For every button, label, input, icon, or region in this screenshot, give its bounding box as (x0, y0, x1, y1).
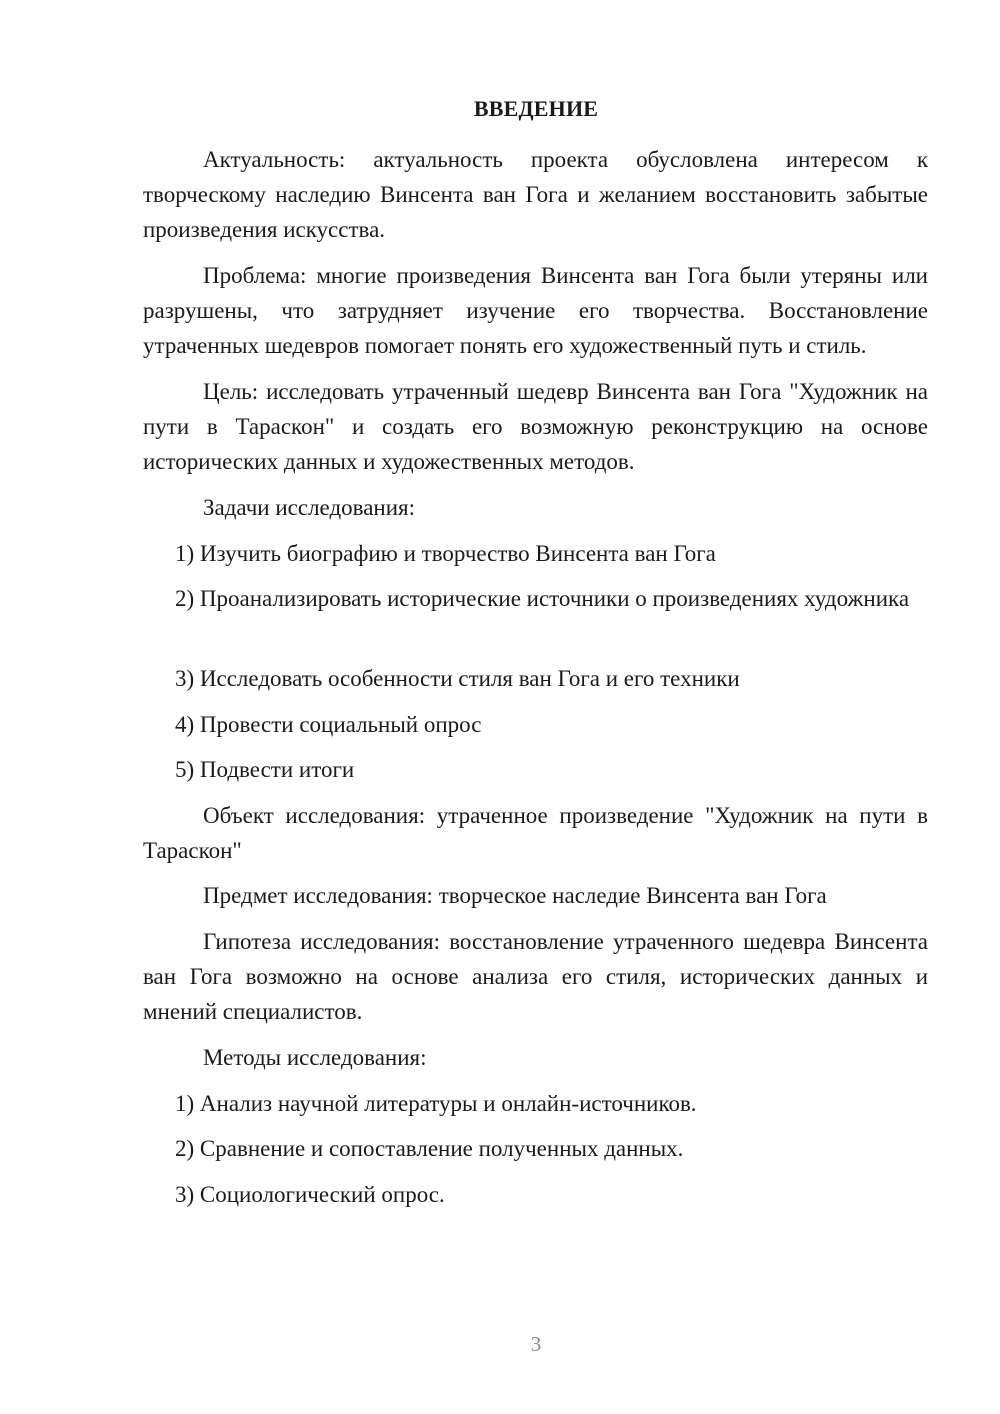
problem-paragraph: Проблема: многие произведения Винсента ван Гога были утеряны или разрушены, что затрудняет изучение его творчества. Восстановление утраченных шедевров помогает понять его художественный путь и стиль. (143, 263, 928, 358)
page-title: ВВЕДЕНИЕ (473, 96, 599, 121)
page-number: 3 (530, 1332, 542, 1356)
method-item: 3) Социологический опрос. (175, 1182, 445, 1207)
goal-paragraph: Цель: исследовать утраченный шедевр Винсента ван Гога "Художник на пути в Тараскон" и создать его возможную реконструкцию на основе исторических данных и художественных методов. (143, 379, 928, 474)
task-item: 4) Провести социальный опрос (175, 712, 482, 737)
subject-paragraph: Предмет исследования: творческое наследие Винсента ван Гога (203, 883, 827, 908)
tasks-heading: Задачи исследования: (203, 495, 416, 520)
relevance-paragraph: Актуальность: актуальность проекта обусловлена интересом к творческому наследию Винсента ван Гога и желанием восстановить забытые произведения искусства. (143, 147, 928, 242)
task-item: 3) Исследовать особенности стиля ван Гога и его техники (175, 666, 740, 691)
task-item: 2) Проанализировать исторические источники о произведениях художника (175, 586, 910, 611)
object-paragraph: Объект исследования: утраченное произведение "Художник на пути в Тараскон" (143, 803, 928, 863)
hypothesis-paragraph: Гипотеза исследования: восстановление утраченного шедевра Винсента ван Гога возможно на основе анализа его стиля, исторических данных и мнений специалистов. (143, 929, 928, 1024)
methods-heading: Методы исследования: (203, 1045, 427, 1070)
task-item: 1) Изучить биографию и творчество Винсента ван Гога (175, 541, 716, 566)
method-item: 2) Сравнение и сопоставление полученных данных. (175, 1136, 684, 1161)
method-item: 1) Анализ научной литературы и онлайн-источников. (175, 1091, 697, 1116)
task-item: 5) Подвести итоги (175, 757, 355, 782)
